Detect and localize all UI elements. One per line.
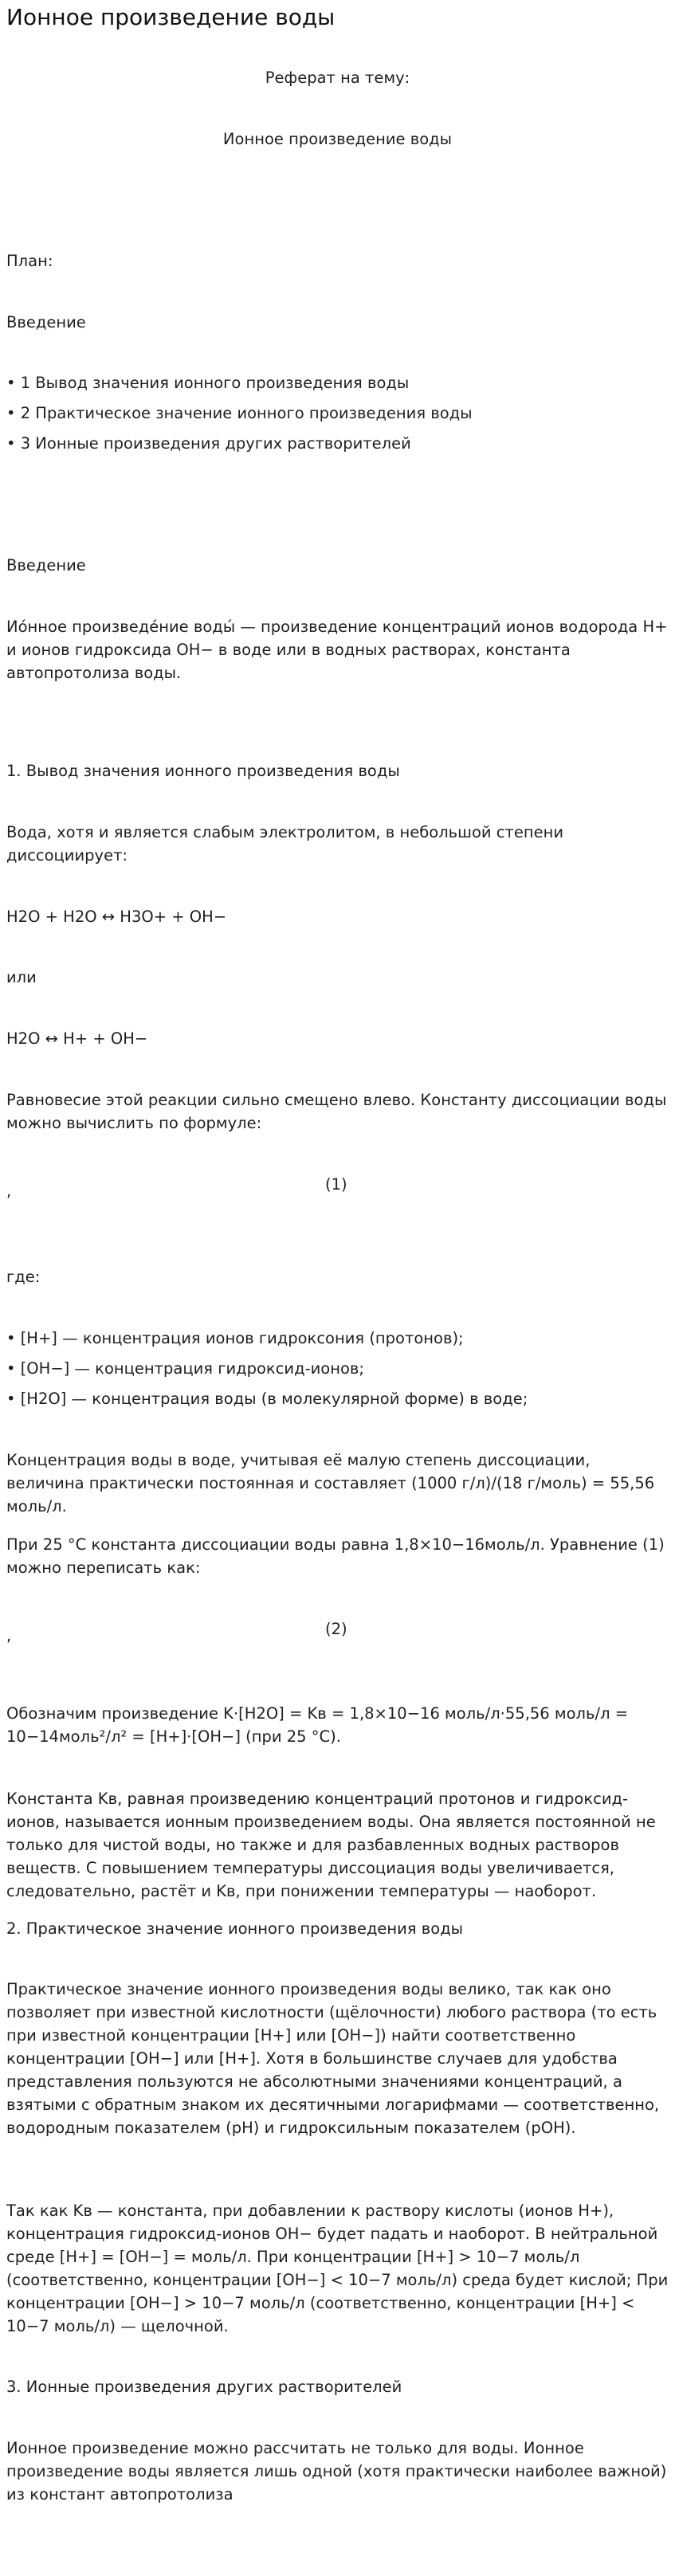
where-text: где:	[6, 1268, 41, 1286]
plan-label: План:	[6, 252, 53, 270]
formula-1	[6, 1173, 669, 1200]
toc-item-2: • 2 Практическое значение ионного произведения воды	[6, 404, 473, 422]
intro-heading: Введение	[6, 556, 86, 574]
page-title: Ионное произведение воды	[6, 4, 336, 30]
section-1-paragraph-2: Равновесие этой реакции сильно смещено влево. Константу диссоциации воды можно вычислить по формуле:	[6, 1091, 667, 1132]
or-text: или	[6, 968, 37, 986]
section-1-paragraph-3: Концентрация воды в воде, учитывая её малую степень диссоциации, величина практически постоянная и составляет (1000 г/л)/(18 г/моль) = 55,56 моль/л.	[6, 1451, 655, 1515]
section-2-paragraph-2: Так как Kв — константа, при добавлении к раствору кислоты (ионов H+), концентрация гидроксид-ионов OH− будет падать и наоборот. В нейтральной среде [H+] = [OH−] = моль/л. При концентрации [H+] > 10−7 моль/л (соответственно, концентрации [OH−] < 10−7 моль/л) среда будет кислой; При концентрации [OH−] > 10−7 моль/л (соответственно, концентрации [H+] < 10−7 моль/л) — щелочной.	[6, 2202, 669, 2335]
section-2-heading: 2. Практическое значение ионного произведения воды	[6, 1919, 464, 1938]
section-1-paragraph-5: Обозначим произведение K·[H2O] = Kв = 1,8×10−16 моль/л·55,56 моль/л = 10−14моль²/л² = [H+]·[OH−] (при 25 °C).	[6, 1704, 629, 1746]
intro-paragraph: Ио́нное произведе́ние воды́ — произведение концентраций ионов водорода H+ и ионов гидроксида OH− в воде или в водных растворах, константа автопротолиза воды.	[6, 618, 668, 682]
where-item-2: • [OH−] — концентрация гидроксид-ионов;	[6, 1359, 364, 1378]
section-1-heading: 1. Вывод значения ионного произведения воды	[6, 762, 400, 780]
toc-item-3: • 3 Ионные произведения других растворителей	[6, 434, 411, 453]
formula-1-comma: ,	[6, 1182, 12, 1200]
section-1-paragraph-6: Константа Kв, равная произведению концентраций протонов и гидроксид-ионов, называется ионным произведением воды. Она является постоянной не только для чистой воды, но также и для разбавленных водных растворов веществ. С повышением температуры диссоциация воды увеличивается, следовательно, растёт и Kв, при понижении температуры — наоборот.	[6, 1790, 656, 1900]
section-2-paragraph-1: Практическое значение ионного произведения воды велико, так как оно позволяет при известной кислотности (щёлочности) любого раствора (то есть при известной концентрации [H+] или [OH−]) найти соответственно концентрации [OH−] или [H+]. Хотя в большинстве случаев для удобства представления пользуются не абсолютными значениями концентраций, а взятыми с обратным знаком их десятичными логарифмами — соответственно, водородным показателем (pH) и гидроксильным показателем (pOH).	[6, 1980, 660, 2137]
toc-item-1: • 1 Вывод значения ионного произведения воды	[6, 374, 410, 392]
header-line-2: Ионное произведение воды	[222, 130, 453, 148]
formula-2-comma: ,	[6, 1626, 12, 1645]
where-item-1: • [H+] — концентрация ионов гидроксония (протонов);	[6, 1329, 464, 1347]
section-1-paragraph-1: Вода, хотя и является слабым электролитом, в небольшой степени диссоциирует:	[6, 823, 564, 865]
header-line-1: Реферат на тему:	[265, 69, 410, 87]
section-3-paragraph-1: Ионное произведение можно рассчитать не только для воды. Ионное произведение воды является лишь одной (хотя практически наиболее важной) из констант автопротолиза	[6, 2439, 667, 2503]
formula-2	[6, 1617, 669, 1645]
section-1-paragraph-4: При 25 °C константа диссоциации воды равна 1,8×10−16моль/л. Уравнение (1) можно переписать как:	[6, 1535, 665, 1577]
equation-1: H2O + H2O ↔ H3O+ + OH−	[6, 908, 227, 926]
formula-2-number: (2)	[325, 1620, 347, 1638]
section-3-heading: 3. Ионные произведения других растворителей	[6, 2378, 402, 2396]
where-item-3: • [H2O] — концентрация воды (в молекулярной форме) в воде;	[6, 1390, 528, 1408]
equation-2: H2O ↔ H+ + OH−	[6, 1029, 148, 1048]
formula-1-number: (1)	[325, 1175, 347, 1194]
plan-intro: Введение	[6, 313, 86, 331]
